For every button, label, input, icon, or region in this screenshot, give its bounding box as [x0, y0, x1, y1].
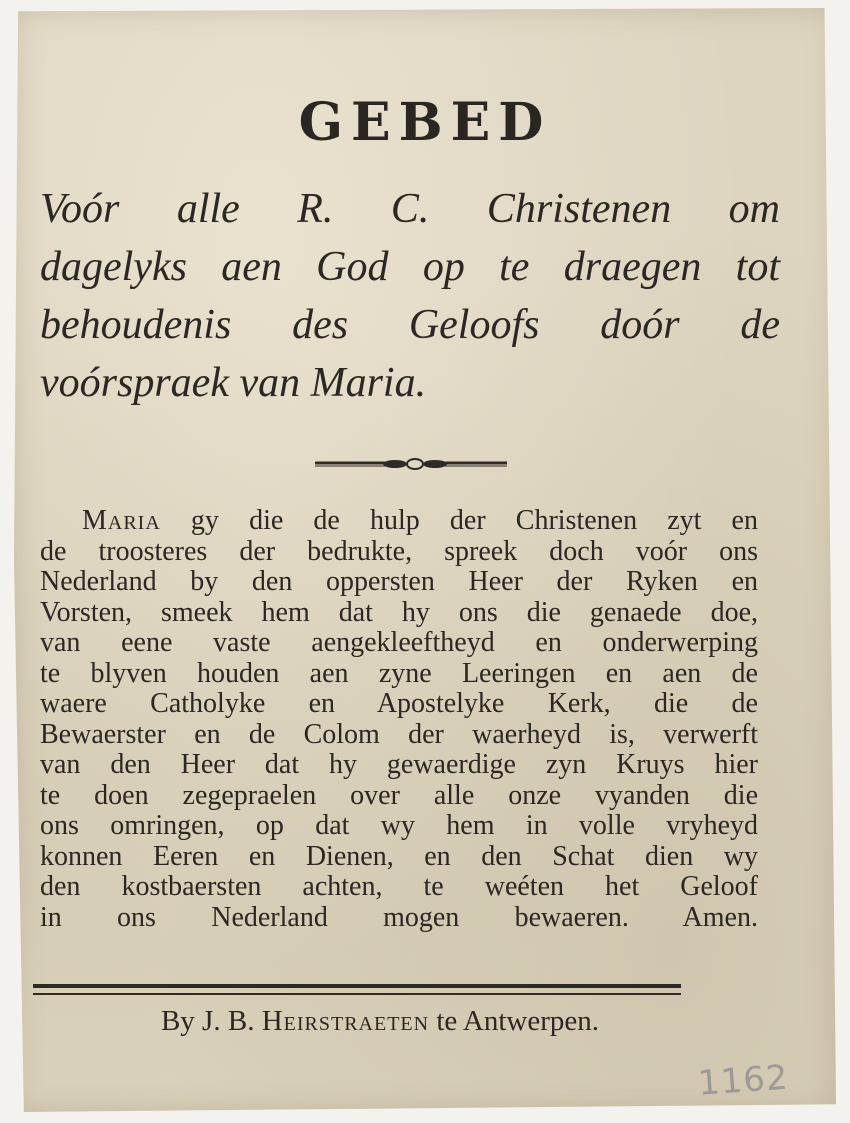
prayer-line: Vorsten, smeek hem dat hy ons die genaede doe,	[40, 596, 758, 628]
subtitle-line: Voór alle R. C. Christenen om	[40, 186, 780, 232]
prayer-line: de troosteres der bedrukte, spreek doch voór ons	[40, 535, 758, 567]
subtitle-line: behoudenis des Geloofs doór de	[40, 302, 780, 348]
page-title: GEBED	[298, 92, 552, 153]
prayer-line: in ons Nederland mogen bewaeren. Amen.	[40, 901, 758, 933]
subtitle-line: dagelyks aen God op te draegen tot	[40, 244, 780, 290]
prayer-line: te doen zegepraelen over alle onze vyanden die	[40, 779, 758, 811]
subtitle-line: voórspraek van Maria.	[40, 360, 427, 406]
prayer-line: van den Heer dat hy gewaerdige zyn Kruys hier	[40, 749, 758, 780]
prayer-line: Bewaerster en de Colom der waerheyd is, verwerft	[40, 718, 758, 750]
prayer-line: Maria gy die de hulp der Christenen zyt en	[82, 505, 758, 536]
inventory-number: 1162	[696, 1057, 790, 1104]
rule-thin	[33, 993, 681, 995]
prayer-line: van eene vaste aengekleeftheyd en onderwerping	[40, 627, 758, 658]
opening-word: Maria	[82, 505, 161, 536]
prayer-line: konnen Eeren en Dienen, en den Schat dien wy	[40, 840, 758, 872]
printer-imprint: By J. B. Heirstraeten te Antwerpen.	[160, 1005, 600, 1037]
prayer-line: ons omringen, op dat wy hem in volle vryheyd	[40, 810, 758, 841]
prayer-line: Nederland by den oppersten Heer der Ryken en	[40, 566, 758, 597]
prayer-line: waere Catholyke en Apostelyke Kerk, die de	[40, 688, 758, 719]
prayer-text	[40, 506, 758, 933]
prayer-line: te blyven houden aen zyne Leeringen en aen de	[40, 657, 758, 689]
ornament-divider	[315, 454, 507, 474]
rule-thick	[33, 984, 681, 988]
subtitle	[40, 180, 780, 412]
prayer-line: den kostbaersten achten, te weéten het Geloof	[40, 871, 758, 902]
printer-name: Heirstraeten	[261, 1005, 430, 1037]
